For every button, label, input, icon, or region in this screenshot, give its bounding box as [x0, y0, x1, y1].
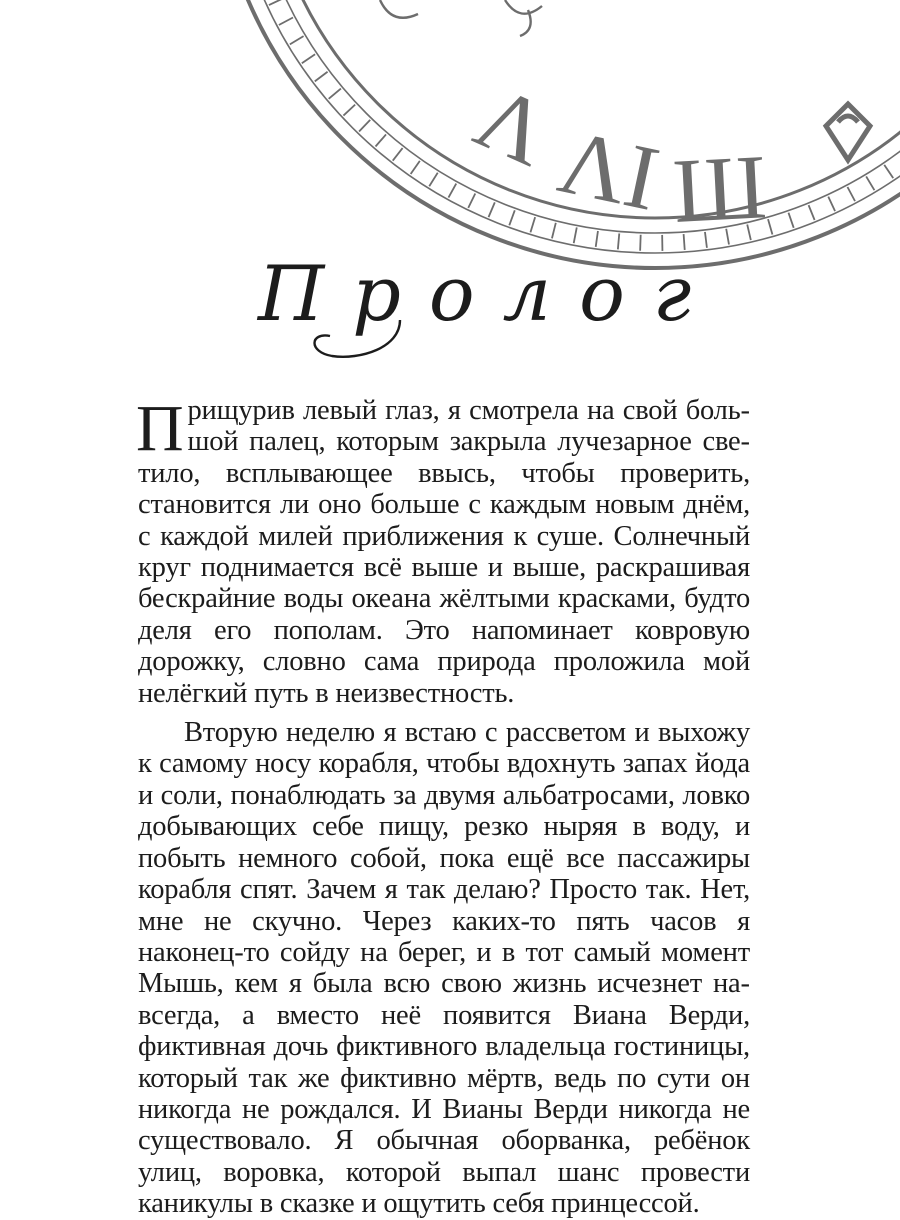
clock-tick — [489, 202, 495, 217]
clock-tick — [376, 134, 386, 146]
clock-tick — [411, 161, 420, 174]
paragraph-2: Вторую неделю я встаю с рассветом и выхожу к самому носу корабля, чтобы вдохнуть запах йода и соли, понаблюдать за двумя альбатросами, ловко добывающих себе пищу, резко ныряя в воду, и побыть немного собой, пока ещё все пассажиры корабля спят. Зачем я так делаю? Просто так. Нет, мне не скучно. Через каких-то пять часов я наконец-то сойду на берег, и в тот самый момент Мышь, кем я была всю свою жизнь исчезнет навсегда, а вместо неё появится Виана Верди, фиктивная дочь фиктивного владельца гостиницы, который так же фиктивно мёртв, ведь по сути он никогда не рождался. И Вианы Верди никогда не существовало. Я обычная оборванка, ребёнок улиц, воровка, которой выпал шанс провести каникулы в сказке и ощутить себя принцессой. — [138, 717, 750, 1220]
chapter-title-text: Пролог — [256, 249, 719, 338]
clock-tick — [552, 223, 556, 239]
drop-cap: П — [136, 403, 183, 455]
clock-tick — [884, 165, 893, 178]
clock-tick — [302, 54, 315, 63]
clock-tick — [788, 213, 793, 228]
clock-tick — [290, 36, 304, 44]
clock-heart-ornament — [826, 104, 870, 160]
clock-tick — [618, 233, 619, 249]
clock-tick — [329, 89, 341, 99]
clock-tick — [393, 148, 403, 161]
clock-tick — [809, 205, 815, 220]
clock-tick — [448, 184, 456, 198]
clock-face-decoration — [340, 0, 900, 270]
chapter-title — [250, 248, 650, 378]
clock-tick — [574, 227, 577, 243]
clock-tick — [828, 197, 835, 212]
clock-tick — [468, 194, 475, 208]
clock-numeral-1: Λ — [462, 65, 564, 185]
clock-spiral-detail — [380, 0, 542, 36]
clock-numeral-3: Ш — [671, 135, 769, 242]
paragraph-1-text: рищурив левый глаз, я смотрела на свой большой палец, которым закрыла лучезарное светило, всплывающее ввысь, чтобы проверить, становится ли оно больше с каждым новым днём, с каждой милей приближения к суше. Солнечный круг поднимается всё выше и выше, раскрашивая бескрайние воды океана жёлтыми красками, будто деля его пополам. Это напоминает ковровую дорожку, словно сама природа проложила мой нелёгкий путь в неизвестность. — [138, 395, 750, 709]
clock-tick — [866, 176, 874, 190]
clock-tick — [279, 17, 293, 25]
clock-tick — [269, 0, 284, 5]
clock-tick — [343, 105, 355, 116]
clock-tick — [509, 210, 514, 225]
clock-tick — [530, 217, 535, 232]
story-text — [138, 395, 750, 1220]
clock-tick — [596, 231, 598, 247]
clock-tick — [429, 173, 437, 187]
clock-outer-ring — [212, 0, 900, 268]
clock-tick — [359, 120, 370, 132]
clock-tick — [768, 219, 772, 234]
clock-tick — [315, 72, 328, 82]
clock-tick — [847, 187, 855, 201]
clock-numeral-2: ΛΙ — [551, 110, 667, 230]
paragraph-1 — [138, 395, 750, 709]
